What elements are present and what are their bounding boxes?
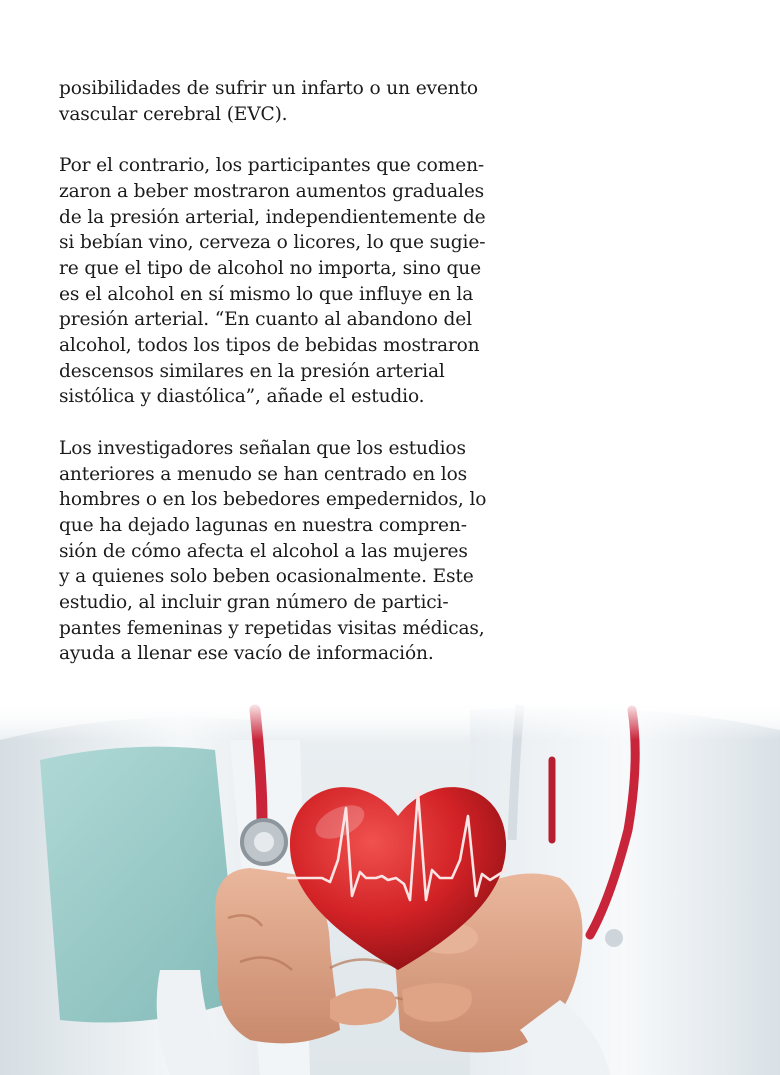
stethoscope-end [605, 929, 623, 947]
text-line: ayuda a llenar ese vacío de información. [59, 643, 434, 665]
doctor-holding-heart-photo [0, 700, 780, 1075]
paragraph-gap [59, 127, 519, 153]
text-line: es el alcohol en sí mismo lo que influye en la [59, 283, 474, 305]
text-line: zaron a beber mostraron aumentos graduales [59, 180, 485, 202]
stethoscope-diaphragm [254, 832, 274, 852]
text-line: vascular cerebral (EVC). [59, 103, 288, 125]
text-line: sistólica y diastólica”, añade el estudio. [59, 386, 425, 408]
text-line: posibilidades de sufrir un infarto o un evento [59, 78, 478, 99]
paragraph-gap [59, 410, 519, 436]
text-line: que ha dejado lagunas en nuestra compren- [59, 514, 467, 536]
text-line: Los investigadores señalan que los estudios [59, 437, 466, 459]
text-line: presión arterial. “En cuanto al abandono del [59, 309, 472, 331]
text-line: Por el contrario, los participantes que comen- [59, 155, 485, 177]
text-line: y a quienes solo beben ocasionalmente. Este [59, 566, 474, 588]
text-line: sión de cómo afecta el alcohol a las mujeres [59, 540, 468, 562]
text-line: anteriores a menudo se han centrado en los [59, 463, 468, 485]
paragraph-3 [59, 436, 519, 667]
paragraph-1 [59, 76, 519, 127]
text-line: estudio, al incluir gran número de partici- [59, 592, 449, 614]
article-body [59, 76, 519, 667]
text-line: alcohol, todos los tipos de bebidas mostraron [59, 335, 480, 357]
text-line: pantes femeninas y repetidas visitas médicas, [59, 617, 485, 639]
text-line: re que el tipo de alcohol no importa, sino que [59, 257, 481, 279]
photo-illustration [0, 700, 780, 1075]
text-line: si bebían vino, cerveza o licores, lo que sugie- [59, 232, 486, 254]
text-line: de la presión arterial, independientemente de [59, 206, 486, 228]
paragraph-2 [59, 153, 519, 410]
photo-top-fade [0, 700, 780, 740]
text-line: hombres o en los bebedores empedernidos, lo [59, 489, 487, 511]
text-line: descensos similares en la presión arterial [59, 360, 445, 382]
scrubs [40, 747, 240, 1023]
